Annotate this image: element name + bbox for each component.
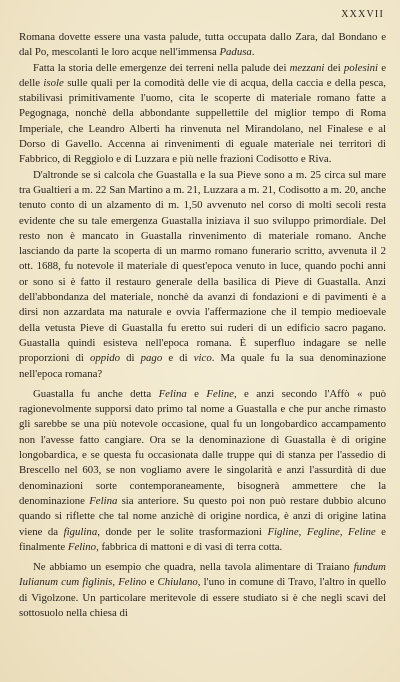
paragraph (19, 560, 386, 621)
italic-text: Feline (206, 387, 234, 400)
italic-text: Padusa (219, 46, 252, 59)
paragraph (19, 61, 386, 168)
italic-text: polesini (343, 61, 379, 74)
italic-text: Figline, Fegline, Feline (267, 525, 376, 538)
text-run: e (146, 576, 158, 589)
text-run: di (120, 352, 141, 365)
italic-text: fundum Iulianum cum figlinis, Felino (19, 561, 386, 589)
text-run: , donde per le solite trasformazioni (97, 525, 268, 538)
text-run: Guastalla fu anche detta (33, 387, 159, 400)
italic-text: Felino (67, 540, 97, 553)
paragraph (19, 30, 386, 61)
text-run: e finalmente (19, 525, 386, 553)
text-run: . Ma quale fu la sua denominazione nell'epoca romana? (19, 352, 387, 380)
text-run: Fatta la storia delle emergenze dei terreni nella palude dei (33, 61, 290, 74)
text-run: . (251, 46, 255, 59)
text-run: e di (162, 352, 194, 365)
italic-text: mezzani (289, 61, 325, 74)
paragraph (19, 387, 386, 555)
italic-text: figulina (63, 525, 98, 538)
italic-text: oppido (90, 352, 120, 365)
text-run: Ne abbiamo un esempio che quadra, nella tavola alimentare di Traiano (33, 561, 354, 574)
italic-text: Felina (158, 387, 187, 400)
italic-text: Chiulano (157, 576, 198, 589)
text-run: , fabbrica di mattoni e di vasi di terra cotta. (96, 540, 283, 553)
paragraph (19, 168, 386, 382)
text-run: Romana dovette essere una vasta palude, tutta occupata dallo Zara, dal Bondano e dal Po, mescolanti le loro acque nell'immensa (19, 31, 386, 59)
text-run: e (186, 387, 207, 400)
body-text (19, 30, 386, 621)
text-run: , l'uno in comune di Travo, l'altro in quello di Vigolzone. Un particolare meritevole di essere studiato si è che negli scavi del sottosuolo nella chiesa di (19, 576, 386, 619)
italic-text: Felina (89, 494, 118, 507)
text-run: D'altronde se si calcola che Guastalla e la sua Pieve sono a m. 25 circa sul mare tra Gualtieri a m. 22 San Martino a m. 21, Luzzara a m. 21, Codisotto a m. 20, anche tenuto conto di un alzamento di m. 1,50 avvenuto nel corso di molti secoli resta evidente che su tale emergenza Guastalla iniziava il suo sviluppo primordiale. Del resto non è mancato in Guastalla rinvenimento di materiale romano. Anche lasciando da parte la scoperta di un marmo romano funerario scritto, avvenuta il 2 ott. 1688, fu notevole il materiale di quest'epoca venuto in luce, quando pochi anni or sono si è fatto il restauro generale della basilica di Pieve di Guastalla. Anzi dell'abbondanza del materiale, nonchè da avanzi di fondazioni e di pavimenti è a dirsi non azzardata ma naturale e ovvia l'affermazione che il tempio medioevale della vetusta Pieve di Guastalla fu eretto sui ruderi di un edificio sacro pagano. Guastalla quindi esisteva nell'epoca romana. È superfluo indagare se nelle proporzioni di (19, 168, 386, 365)
text-run: e delle (19, 61, 386, 89)
italic-text: isole (43, 76, 64, 89)
italic-text: vico (193, 352, 212, 365)
text-run: sulle quali per la comodità delle vie di acqua, della caccia e della pesca, stabilivasi primitivamente l'uomo, cita le scoperte di materiale romano fatte a Pegognaga, nonchè della abbondante suppellettile del miglior tempo di Roma Imperiale, che Leandro Alberti ha rinvenuta nel Mirandolano, nel Finalese e al Dorso di Gavello. Accenna ai rinvenimenti di eguale materiale nei territori di Fabbrico, di Reggiolo e di Luzzara e più nelle frazioni Codisotto e Riva. (19, 76, 386, 166)
page-number: XXXVII (341, 9, 384, 20)
text-run: , e anzi secondo l'Affò « può ragionevolmente supporsi dato primo tal nome a Guastalla e che pur anche rimasto gli sarebbe se una più notevole occasione, qual fu un longobardico accampamento non l'avesse fatto cangiare. Ora se la denominazione di Guastalla è di origine longobardica, e se questa fu occasionata dalle truppe qui di stanza per l'assedio di Brescello nel 603, se non vogliamo avere le singolarità e anzi l'assurdità di due denominazioni sorte contemporaneamente, bisognerà ammettere che la denominazione (19, 387, 386, 507)
text-run: sia anteriore. Su questo poi non può restare dubbio alcuno quando si riflette che tal nome anzichè di origine nordica, è anzi di origine latina viene da (19, 494, 386, 538)
italic-text: pago (140, 352, 163, 365)
text-run: dei (324, 61, 344, 74)
